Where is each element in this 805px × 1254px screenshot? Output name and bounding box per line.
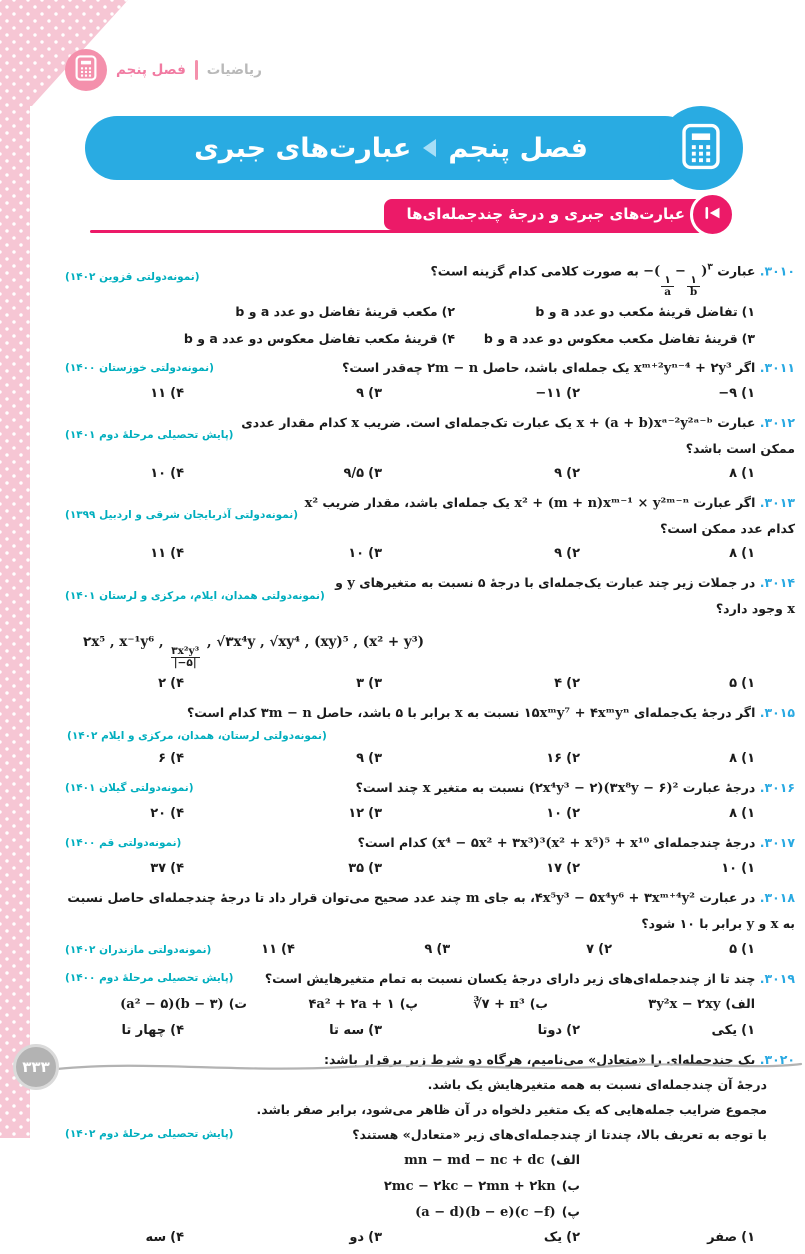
option-1: ۱)صفر bbox=[707, 1230, 755, 1246]
options-row bbox=[65, 937, 795, 963]
chapter-banner-chapter: فصل پنجم bbox=[448, 132, 588, 164]
math-expression: x bbox=[454, 706, 463, 722]
options-row bbox=[65, 1018, 795, 1044]
question-3019 bbox=[65, 966, 795, 1044]
option-4: ۴)۲۰ bbox=[150, 806, 184, 822]
option-2: ۲)۴ bbox=[554, 676, 580, 692]
question-list bbox=[65, 256, 795, 1251]
chapter-banner-badge bbox=[659, 106, 743, 190]
source-tag: (نمونه‌دولتی قزوین ۱۴۰۲) bbox=[65, 270, 200, 283]
source-tag: (پایش تحصیلی مرحلهٔ دوم ۱۴۰۲) bbox=[65, 1128, 234, 1141]
option-1: ۱)تفاضل قرینهٔ مکعب دو عدد a و b bbox=[535, 304, 755, 320]
question-number: ۳۰۱۷. bbox=[759, 835, 795, 851]
question-text: ۳۰۱۲. عبارت x + (a + b)xᵃ⁻²y²ᵃ⁻ᵇ یک عبارت تک‌جمله‌ای است. ضریب x کدام مقدار عددی ممکن است باشد؟ bbox=[241, 415, 795, 457]
option-4: ۴)قرینهٔ مکعب تفاضل معکوس دو عدد a و b bbox=[183, 331, 455, 347]
option-3: ۳)۹/۵ bbox=[343, 466, 382, 482]
question-number: ۳۰۱۵. bbox=[759, 705, 795, 721]
options-row bbox=[65, 298, 795, 325]
question-text: ۳۰۱۰. عبارت −( $\frac{۱}{a}$ − $\frac{۱}{b}$ )$^۳$ به صورت کلامی کدام گزینه است؟ bbox=[430, 263, 795, 299]
left-dotted-border bbox=[0, 0, 30, 1138]
header-calculator-badge bbox=[65, 49, 107, 91]
option-3: ۳)دو bbox=[349, 1230, 382, 1246]
chapter-banner bbox=[85, 116, 697, 180]
question-3014 bbox=[65, 570, 795, 697]
source-tag: (نمونه‌دولتی آذربایجان شرقی و اردبیل ۱۳۹۹) bbox=[65, 509, 299, 522]
option-4: ۴)۱۱ bbox=[261, 942, 295, 958]
option-4: ۴)سه bbox=[145, 1230, 184, 1246]
play-back-icon bbox=[704, 205, 722, 225]
sub-item-pe: پ)۴a² + ۲a + ۱ bbox=[308, 996, 418, 1013]
question-3018 bbox=[65, 885, 795, 963]
option-3: ۳)۱۰ bbox=[348, 546, 382, 562]
sub-item-alef: الف)۳y²x − ۲xy bbox=[648, 996, 755, 1013]
question-number: ۳۰۱۱. bbox=[759, 360, 795, 376]
sub-item-be: ب)∛۷ + π³ bbox=[473, 996, 548, 1013]
options-row bbox=[65, 541, 795, 567]
math-expression: y bbox=[746, 917, 755, 933]
question-number: ۳۰۱۳. bbox=[759, 495, 795, 511]
question-3012 bbox=[65, 410, 795, 487]
math-expression: m bbox=[465, 891, 480, 907]
option-1: ۱)۸ bbox=[729, 751, 755, 767]
condition-1: درجهٔ آن چندجمله‌ای نسبت به همه متغیرهایش یک باشد. bbox=[427, 1077, 767, 1093]
question-3015 bbox=[65, 700, 795, 772]
option-1: ۱)۵ bbox=[729, 942, 755, 958]
question-number: ۳۰۲۰. bbox=[759, 1052, 795, 1068]
option-1: ۱)۸ bbox=[729, 806, 755, 822]
question-number: ۳۰۱۶. bbox=[759, 780, 795, 796]
question-number: ۳۰۱۸. bbox=[759, 890, 795, 906]
math-expression: x² bbox=[304, 496, 319, 512]
question-number: ۳۰۱۰. bbox=[759, 263, 795, 279]
math-expression: ۱۵xᵐy⁷ + ۴xᵐyⁿ bbox=[523, 706, 630, 722]
option-2: ۲)مکعب قرینهٔ تفاضل دو عدد a و b bbox=[235, 304, 455, 320]
option-2: ۲)۱۷ bbox=[546, 861, 580, 877]
source-tag: (پایش تحصیلی مرحلهٔ دوم ۱۴۰۱) bbox=[65, 429, 234, 442]
header-divider bbox=[195, 60, 198, 80]
question-3010 bbox=[65, 256, 795, 352]
option-2: ۲)۹ bbox=[554, 546, 580, 562]
math-expression: x² + (m + n)xᵐ⁻¹ × y²ᵐ⁻ⁿ bbox=[514, 496, 690, 512]
option-2: ۲)یک bbox=[543, 1230, 580, 1246]
question-text: ۳۰۱۸. در عبارت ۴x⁵y³ − ۵x⁴y⁶ + ۳xᵐ⁺⁴y²، به جای m چند عدد صحیح می‌توان قرار داد تا درجهٔ چندجمله‌ای حاصل نسبت به x و y برابر با ۱۰ شود؟ bbox=[67, 890, 795, 933]
question-text: ۳۰۱۱. اگر xᵐ⁺²yⁿ⁻⁴ + ۲y³ یک جمله‌ای باشد، حاصل ۲m − n چه‌قدر است؟ bbox=[342, 360, 795, 377]
question-text: ۳۰۱۶. درجهٔ عبارت (۲x⁴y³ − ۲)(۳x⁸y − ۶)² نسبت به متغیر x چند است؟ bbox=[355, 780, 795, 797]
source-tag: (نمونه‌دولتی گیلان ۱۴۰۱) bbox=[65, 781, 194, 794]
option-1: ۱)۸ bbox=[729, 546, 755, 562]
option-4: ۴)۳۷ bbox=[150, 861, 184, 877]
chapter-banner-title: عبارت‌های جبری bbox=[194, 132, 412, 164]
question-3017 bbox=[65, 830, 795, 882]
math-expression: (x⁴ − ۵x² + ۳x³)³(x² + x⁵)⁵ + x¹⁰ bbox=[431, 836, 650, 852]
option-4: ۴)۱۰ bbox=[150, 466, 184, 482]
math-expression: x bbox=[770, 917, 779, 933]
option-2: ۲)۱۰ bbox=[546, 806, 580, 822]
math-expression: (۲x⁴y³ − ۲)(۳x⁸y − ۶)² bbox=[528, 781, 679, 797]
option-1: ۱)−۹ bbox=[718, 386, 755, 402]
page-header-tab bbox=[65, 48, 262, 92]
section-underline bbox=[90, 230, 700, 233]
option-4: ۴)۶ bbox=[158, 751, 184, 767]
chevron-left-icon bbox=[423, 139, 436, 157]
calculator-icon bbox=[75, 55, 97, 85]
question-number: ۳۰۱۲. bbox=[759, 415, 795, 431]
question-text: ۳۰۱۹. چند تا از چندجمله‌ای‌های زیر دارای درجهٔ یکسان نسبت به تمام متغیرهایش است؟ bbox=[264, 971, 795, 987]
option-2: ۲)۱۶ bbox=[546, 751, 580, 767]
option-3: ۳)۳۵ bbox=[348, 861, 382, 877]
question-3011 bbox=[65, 355, 795, 407]
option-3: ۳)۳ bbox=[356, 676, 382, 692]
sub-expression-row bbox=[65, 991, 795, 1018]
option-3: ۳)۱۲ bbox=[348, 806, 382, 822]
question-text: ۳۰۲۰. یک چندجمله‌ای را «متعادل» می‌نامیم، هرگاه دو شرط زیر برقرار باشد: bbox=[324, 1052, 795, 1068]
math-expression: ۳m − n bbox=[260, 706, 312, 722]
page-number: ۳۳۳ bbox=[22, 1058, 50, 1076]
options-row bbox=[65, 1225, 795, 1251]
option-4: ۴)چهار تا bbox=[121, 1023, 184, 1039]
page-number-badge bbox=[13, 1044, 59, 1090]
header-chapter: فصل پنجم bbox=[116, 62, 186, 78]
option-3: ۳)۹ bbox=[356, 386, 382, 402]
option-1: ۱)یکی bbox=[711, 1023, 755, 1039]
question-text: ۳۰۱۴. در جملات زیر چند عبارت یک‌جمله‌ای با درجهٔ ۵ نسبت به متغیرهای y و x وجود دارد؟ bbox=[335, 575, 795, 618]
option-3: ۳)قرینهٔ تفاضل مکعب معکوس دو عدد a و b bbox=[483, 331, 755, 347]
option-2: ۲)دوتا bbox=[537, 1023, 580, 1039]
options-row bbox=[65, 746, 795, 772]
sub-item-te: ت)(a² − ۵)(b − ۳) bbox=[120, 996, 247, 1013]
option-1: ۱)۱۰ bbox=[721, 861, 755, 877]
option-4: ۴)۲ bbox=[158, 676, 184, 692]
math-expression: x bbox=[422, 781, 431, 797]
options-row bbox=[65, 381, 795, 407]
math-expression: x bbox=[351, 416, 360, 432]
math-expression: ۴x⁵y³ − ۵x⁴y⁶ + ۳xᵐ⁺⁴y² bbox=[534, 891, 695, 907]
option-3: ۳)۹ bbox=[356, 751, 382, 767]
condition-2: مجموع ضرایب جمله‌هایی که یک متغیر دلخواه در آن ظاهر می‌شود، برابر صفر باشد. bbox=[256, 1102, 767, 1118]
calculator-icon bbox=[681, 123, 721, 174]
math-expression: x bbox=[787, 602, 795, 618]
option-2: ۲)۷ bbox=[586, 942, 612, 958]
question-3016 bbox=[65, 775, 795, 827]
math-expression: y bbox=[347, 576, 355, 592]
options-row bbox=[65, 461, 795, 487]
math-expression: ۲m − n bbox=[427, 361, 479, 377]
options-row bbox=[65, 856, 795, 882]
header-subject: ریاضیات bbox=[206, 62, 262, 78]
footer-wavy-line bbox=[55, 1056, 803, 1082]
section-badge bbox=[690, 192, 735, 237]
sub-item-be: ب)۲mc − ۲kc − ۲mn + ۲kn bbox=[383, 1178, 580, 1195]
math-expression: xᵐ⁺²yⁿ⁻⁴ + ۲y³ bbox=[633, 361, 732, 377]
source-tag: (نمونه‌دولتی خوزستان ۱۴۰۰) bbox=[65, 361, 214, 374]
options-row bbox=[65, 671, 795, 697]
option-4: ۴)۱۱ bbox=[150, 386, 184, 402]
question-text: ۳۰۱۵. اگر درجهٔ یک‌جمله‌ای ۱۵xᵐy⁷ + ۴xᵐyⁿ نسبت به x برابر با ۵ باشد، حاصل ۳m − n کدام است؟ bbox=[187, 705, 795, 722]
option-2: ۲)−۱۱ bbox=[535, 386, 580, 402]
math-expression: −( $\frac{۱}{a}$ − $\frac{۱}{b}$ )$^۳$ bbox=[643, 263, 713, 299]
source-tag: (نمونه‌دولتی لرستان، همدان، مرکزی و ایلام ۱۴۰۲) bbox=[67, 730, 327, 743]
option-4: ۴)۱۱ bbox=[150, 546, 184, 562]
options-row bbox=[65, 325, 795, 352]
option-1: ۱)۸ bbox=[729, 466, 755, 482]
question-text: ۳۰۱۷. درجهٔ چندجمله‌ای (x⁴ − ۵x² + ۳x³)³(x² + x⁵)⁵ + x¹⁰ کدام است؟ bbox=[357, 835, 795, 852]
option-3: ۳)سه تا bbox=[329, 1023, 382, 1039]
source-tag: (نمونه‌دولتی همدان، ایلام، مرکزی و لرستان ۱۴۰۱) bbox=[65, 589, 325, 602]
option-2: ۲)۹ bbox=[554, 466, 580, 482]
sub-item-alef: الف)mn − md − nc + dc bbox=[404, 1152, 580, 1169]
source-tag: (پایش تحصیلی مرحلهٔ دوم ۱۴۰۰) bbox=[65, 972, 234, 985]
question-number: ۳۰۱۹. bbox=[759, 971, 795, 987]
math-expression: x + (a + b)xᵃ⁻²y²ᵃ⁻ᵇ bbox=[576, 416, 713, 432]
question-text: با توجه به تعریف بالا، چندتا از چندجمله‌ای‌های زیر «متعادل» هستند؟ bbox=[352, 1127, 767, 1143]
options-row bbox=[65, 801, 795, 827]
sub-item-pe: پ)(a − d)(b − e)(c −f) bbox=[415, 1204, 580, 1221]
section-title: عبارت‌های جبری و درجهٔ چندجمله‌ای‌ها bbox=[384, 199, 707, 230]
section-header bbox=[65, 194, 795, 246]
option-1: ۱)۵ bbox=[729, 676, 755, 692]
expression-list: ۲x⁵ , x⁻¹y⁶ , $\frac{\text{۳x²y³}}{|-۵|}$ , √۳x⁴y , √xy⁴ , (xy)⁵ , (x² + y³) bbox=[83, 634, 425, 670]
option-3: ۳)۹ bbox=[424, 942, 451, 958]
question-text: ۳۰۱۳. اگر عبارت x² + (m + n)xᵐ⁻¹ × y²ᵐ⁻ⁿ یک جمله‌ای باشد، مقدار ضریب x² کدام عدد ممکن است؟ bbox=[304, 495, 795, 537]
source-tag: (نمونه‌دولتی قم ۱۴۰۰) bbox=[65, 836, 182, 849]
question-number: ۳۰۱۴. bbox=[759, 575, 795, 591]
question-3013 bbox=[65, 490, 795, 567]
source-tag: (نمونه‌دولتی مازندران ۱۴۰۲) bbox=[65, 944, 212, 957]
